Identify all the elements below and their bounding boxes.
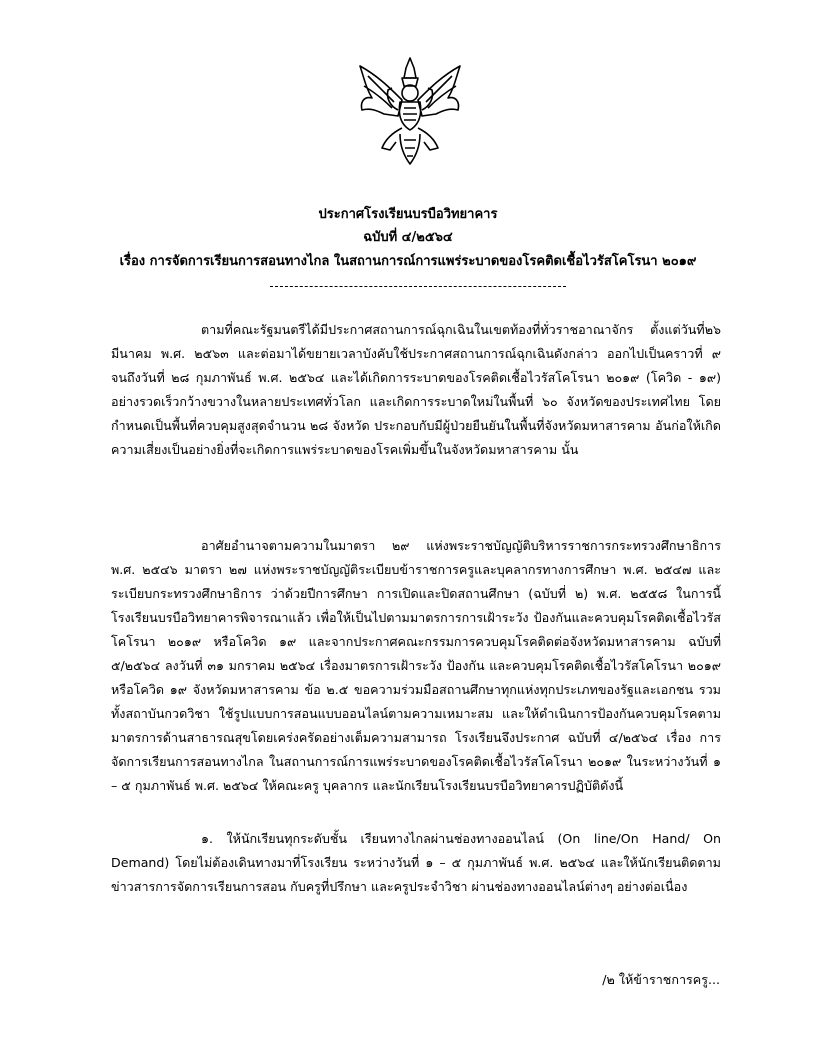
paragraph-text: ตามที่คณะรัฐมนตรีได้มีประกาศสถานการณ์ฉุกเฉินในเขตท้องที่ทั่วราชอาณาจักร ตั้งแต่วันที่๒๖ มีนาคม พ.ศ. ๒๕๖๓ และต่อมาได้ขยายเวลาบังคับใช้ประกาศสถานการณ์ฉุกเฉินดังกล่าว ออกไปเป็นคราวที่ ๙ จนถึงวันที่ ๒๘ กุมภาพันธ์ พ.ศ. ๒๕๖๔ และได้เกิดการระบาดของโรคติดเชื้อไวรัสโคโรนา ๒๐๑๙ (โควิด - ๑๙) อย่างรวดเร็วกว้างขวางในหลายประเทศทั่วโลก และเกิดการระบาดใหม่ในพื้นที่ ๖๐ จังหวัดของประเทศไทย โดยกำหนดเป็นพื้นที่ควบคุมสูงสุดจำนวน ๒๘ จังหวัด ประกอบกับมีผู้ป่วยยืนยันในพื้นที่จังหวัดมหาสารคาม อันก่อให้เกิดความเสี่ยงเป็นอย่างยิ่งที่จะเกิดการแพร่ระบาดของโรคเพิ่มขึ้นในจังหวัดมหาสารคาม นั้น xyxy=(111,322,721,457)
continuation-note: /๒ ให้ข้าราชการครู... xyxy=(602,972,720,987)
garuda-emblem-icon xyxy=(354,56,466,166)
separator-line xyxy=(270,286,566,287)
announcement-title: ประกาศโรงเรียนบรบือวิทยาคาร xyxy=(318,207,498,222)
announcement-subject: เรื่อง การจัดการเรียนการสอนทางไกล ในสถานการณ์การแพร่ระบาดของโรคติดเชื้อไวรัสโคโรนา ๒๐๑๙ xyxy=(119,254,697,269)
paragraph-item-1 xyxy=(111,827,721,899)
paragraph-background xyxy=(111,318,721,462)
paragraph-authority xyxy=(111,534,721,798)
paragraph-text: ๑. ให้นักเรียนทุกระดับชั้น เรียนทางไกลผ่านช่องทางออนไลน์ (On line/On Hand/ On Demand) โดยไม่ต้องเดินทางมาที่โรงเรียน ระหว่างวันที่ ๑ – ๕ กุมภาพันธ์ พ.ศ. ๒๕๖๔ และให้นักเรียนติดตามข่าวสารการจัดการเรียนการสอน กับครูที่ปรึกษา และครูประจำวิชา ผ่านช่องทางออนไลน์ต่างๆ อย่างต่อเนื่อง xyxy=(111,831,721,894)
paragraph-text: อาศัยอำนาจตามความในมาตรา ๒๙ แห่งพระราชบัญญัติบริหารราชการกระทรวงศึกษาธิการ พ.ศ. ๒๕๔๖ มาตรา ๒๗ แห่งพระราชบัญญัติระเบียบข้าราชการครูและบุคลากรทางการศึกษา พ.ศ. ๒๕๔๗ และระเบียบกระทรวงศึกษาธิการ ว่าด้วยปีการศึกษา การเปิดและปิดสถานศึกษา (ฉบับที่ ๒) พ.ศ. ๒๕๕๘ ในการนี้ โรงเรียนบรบือวิทยาคารพิจารณาแล้ว เพื่อให้เป็นไปตามมาตรการการเฝ้าระวัง ป้องกันและควบคุมโรคติดเชื้อไวรัสโคโรนา ๒๐๑๙ หรือโควิด ๑๙ และจากประกาศคณะกรรมการควบคุมโรคติดต่อจังหวัดมหาสารคาม ฉบับที่ ๕/๒๕๖๔ ลงวันที่ ๓๑ มกราคม ๒๕๖๔ เรื่องมาตรการเฝ้าระวัง ป้องกัน และควบคุมโรคติดเชื้อไวรัสโคโรนา ๒๐๑๙ หรือโควิด ๑๙ จังหวัดมหาสารคาม ข้อ ๒.๕ ขอความร่วมมือสถานศึกษาทุกแห่งทุกประเภทของรัฐและเอกชน รวมทั้งสถาบันกวดวิชา ใช้รูปแบบการสอนแบบออนไลน์ตามความเหมาะสม และให้ดำเนินการป้องกันควบคุมโรคตามมาตรการด้านสาธารณสุขโดยเคร่งครัดอย่างเต็มความสามารถ โรงเรียนจึงประกาศ ฉบับที่ ๔/๒๕๖๔ เรื่อง การจัดการเรียนการสอนทางไกล ในสถานการณ์การแพร่ระบาดของโรคติดเชื้อไวรัสโคโรนา ๒๐๑๙ ในระหว่างวันที่ ๑ – ๕ กุมภาพันธ์ พ.ศ. ๒๕๖๔ ให้คณะครู บุคลากร และนักเรียนโรงเรียนบรบือวิทยาคารปฏิบัติดังนี้ xyxy=(111,538,721,793)
announcement-number: ฉบับที่ ๔/๒๕๖๔ xyxy=(363,230,453,245)
